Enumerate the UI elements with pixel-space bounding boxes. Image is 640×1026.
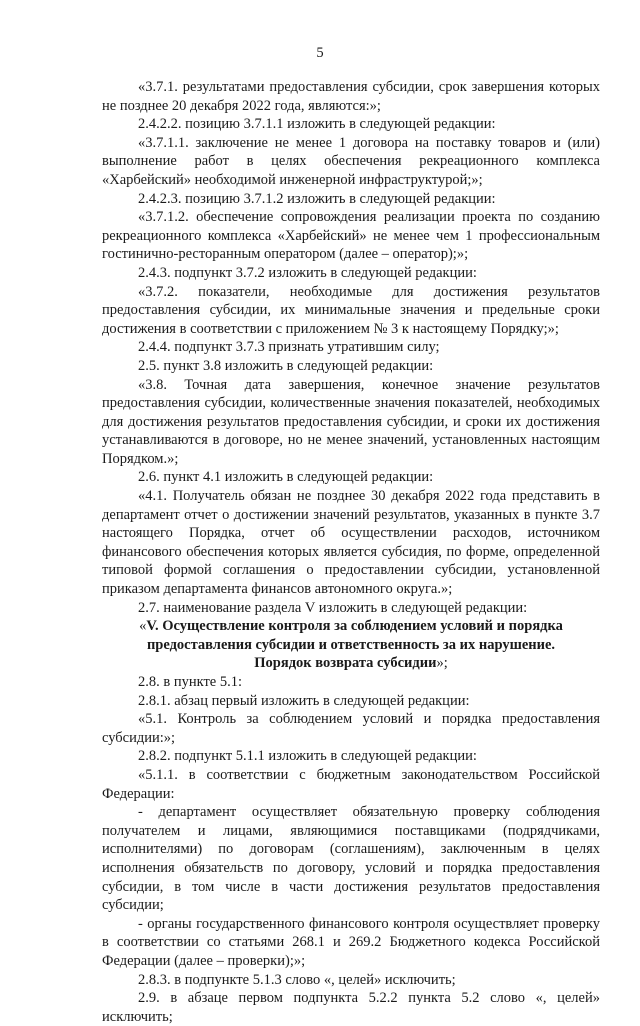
paragraph: «5.1. Контроль за соблюдением условий и порядка предоставления субсидии:»; (102, 711, 600, 746)
paragraph: «3.7.1.1. заключение не менее 1 договора на поставку товаров и (или) выполнение работ в целях обеспечения рекреационного комплекса «Харбейский» необходимой инженерной инфраструктурой;»; (102, 134, 600, 188)
paragraph: 2.6. пункт 4.1 изложить в следующей редакции: (138, 469, 434, 486)
heading-close: »; (436, 655, 448, 672)
paragraph: «3.8. Точная дата завершения, конечное значение результатов предоставления субсидии, количественные значения показателей, необходимых для достижения результатов предоставления субсидии, и сроки их достижения устанавливаются в договоре, но не менее значений, установленных настоящим Порядком.»; (102, 376, 600, 467)
paragraph: 2.8. в пункте 5.1: (138, 674, 243, 690)
paragraph: 2.4.3. подпункт 3.7.2 изложить в следующей редакции: (138, 264, 477, 281)
heading-line-2: предоставления субсидии и ответственность за их нарушение. (146, 636, 556, 653)
paragraph: «3.7.2. показатели, необходимые для достижения результатов предоставления субсидии, их минимальные значения и предельные сроки достижения в соответствии с приложением № 3 к настоящему Порядку;»; (102, 283, 600, 337)
heading-open-quote: « (139, 618, 147, 635)
paragraph: 2.4.2.3. позицию 3.7.1.2 изложить в следующей редакции: (138, 190, 496, 207)
paragraph: 2.8.3. в подпункте 5.1.3 слово «, целей» исключить; (138, 971, 456, 988)
heading-line-1: V. Осуществление контроля за соблюдением условий и порядка (146, 618, 563, 635)
paragraph: - департамент осуществляет обязательную проверку соблюдения получателем и лицами, являющимися поставщиками (подрядчиками, исполнителями) по договорам (соглашениям), заключенным в целях исполнения обязательств по договору, условий и порядка предоставления субсидии, в том числе в части достижения результатов предоставления субсидии; (102, 804, 600, 914)
paragraph: «4.1. Получатель обязан не позднее 30 декабря 2022 года представить в департамент отчет о достижении значений результатов, указанных в пункте 3.7 настоящего Порядка, отчет об осуществлении расходов, источником финансового обеспечения которых является субсидия, по форме, определенной типовой формой соглашения о предоставлении субсидии, установленной приказом департамента финансов автономного округа.»; (102, 488, 600, 598)
paragraph: 2.5. пункт 3.8 изложить в следующей редакции: (138, 357, 434, 374)
section-heading (102, 617, 600, 673)
page-number: 5 (316, 45, 324, 61)
paragraph: - органы государственного финансового контроля осуществляет проверку в соответствии со статьями 268.1 и 269.2 Бюджетного кодекса Российской Федерации (далее – проверки);»; (102, 915, 600, 969)
paragraph: «5.1.1. в соответствии с бюджетным законодательством Российской Федерации: (102, 766, 600, 802)
paragraph: 2.4.4. подпункт 3.7.3 признать утратившим силу; (138, 339, 440, 356)
paragraph: 2.4.2.2. позицию 3.7.1.1 изложить в следующей редакции: (138, 116, 496, 133)
paragraph: 2.9. в абзаце первом подпункта 5.2.2 пункта 5.2 слово «, целей» исключить; (102, 990, 600, 1025)
paragraph: 2.8.2. подпункт 5.1.1 изложить в следующей редакции: (138, 748, 477, 765)
paragraph: «3.7.1. результатами предоставления субсидии, срок завершения которых не позднее 20 декабря 2022 года, являются:»; (102, 79, 600, 114)
paragraph: «3.7.1.2. обеспечение сопровождения реализации проекта по созданию рекреационного комплекса «Харбейский» не менее чем 1 профессиональным гостинично-ресторанным оператором (далее – оператор);»; (102, 209, 600, 263)
paragraph: 2.8.1. абзац первый изложить в следующей редакции: (138, 692, 470, 709)
document-body (102, 78, 600, 1026)
heading-line-3: Порядок возврата субсидии (254, 655, 437, 672)
paragraph: 2.7. наименование раздела V изложить в следующей редакции: (138, 599, 528, 616)
